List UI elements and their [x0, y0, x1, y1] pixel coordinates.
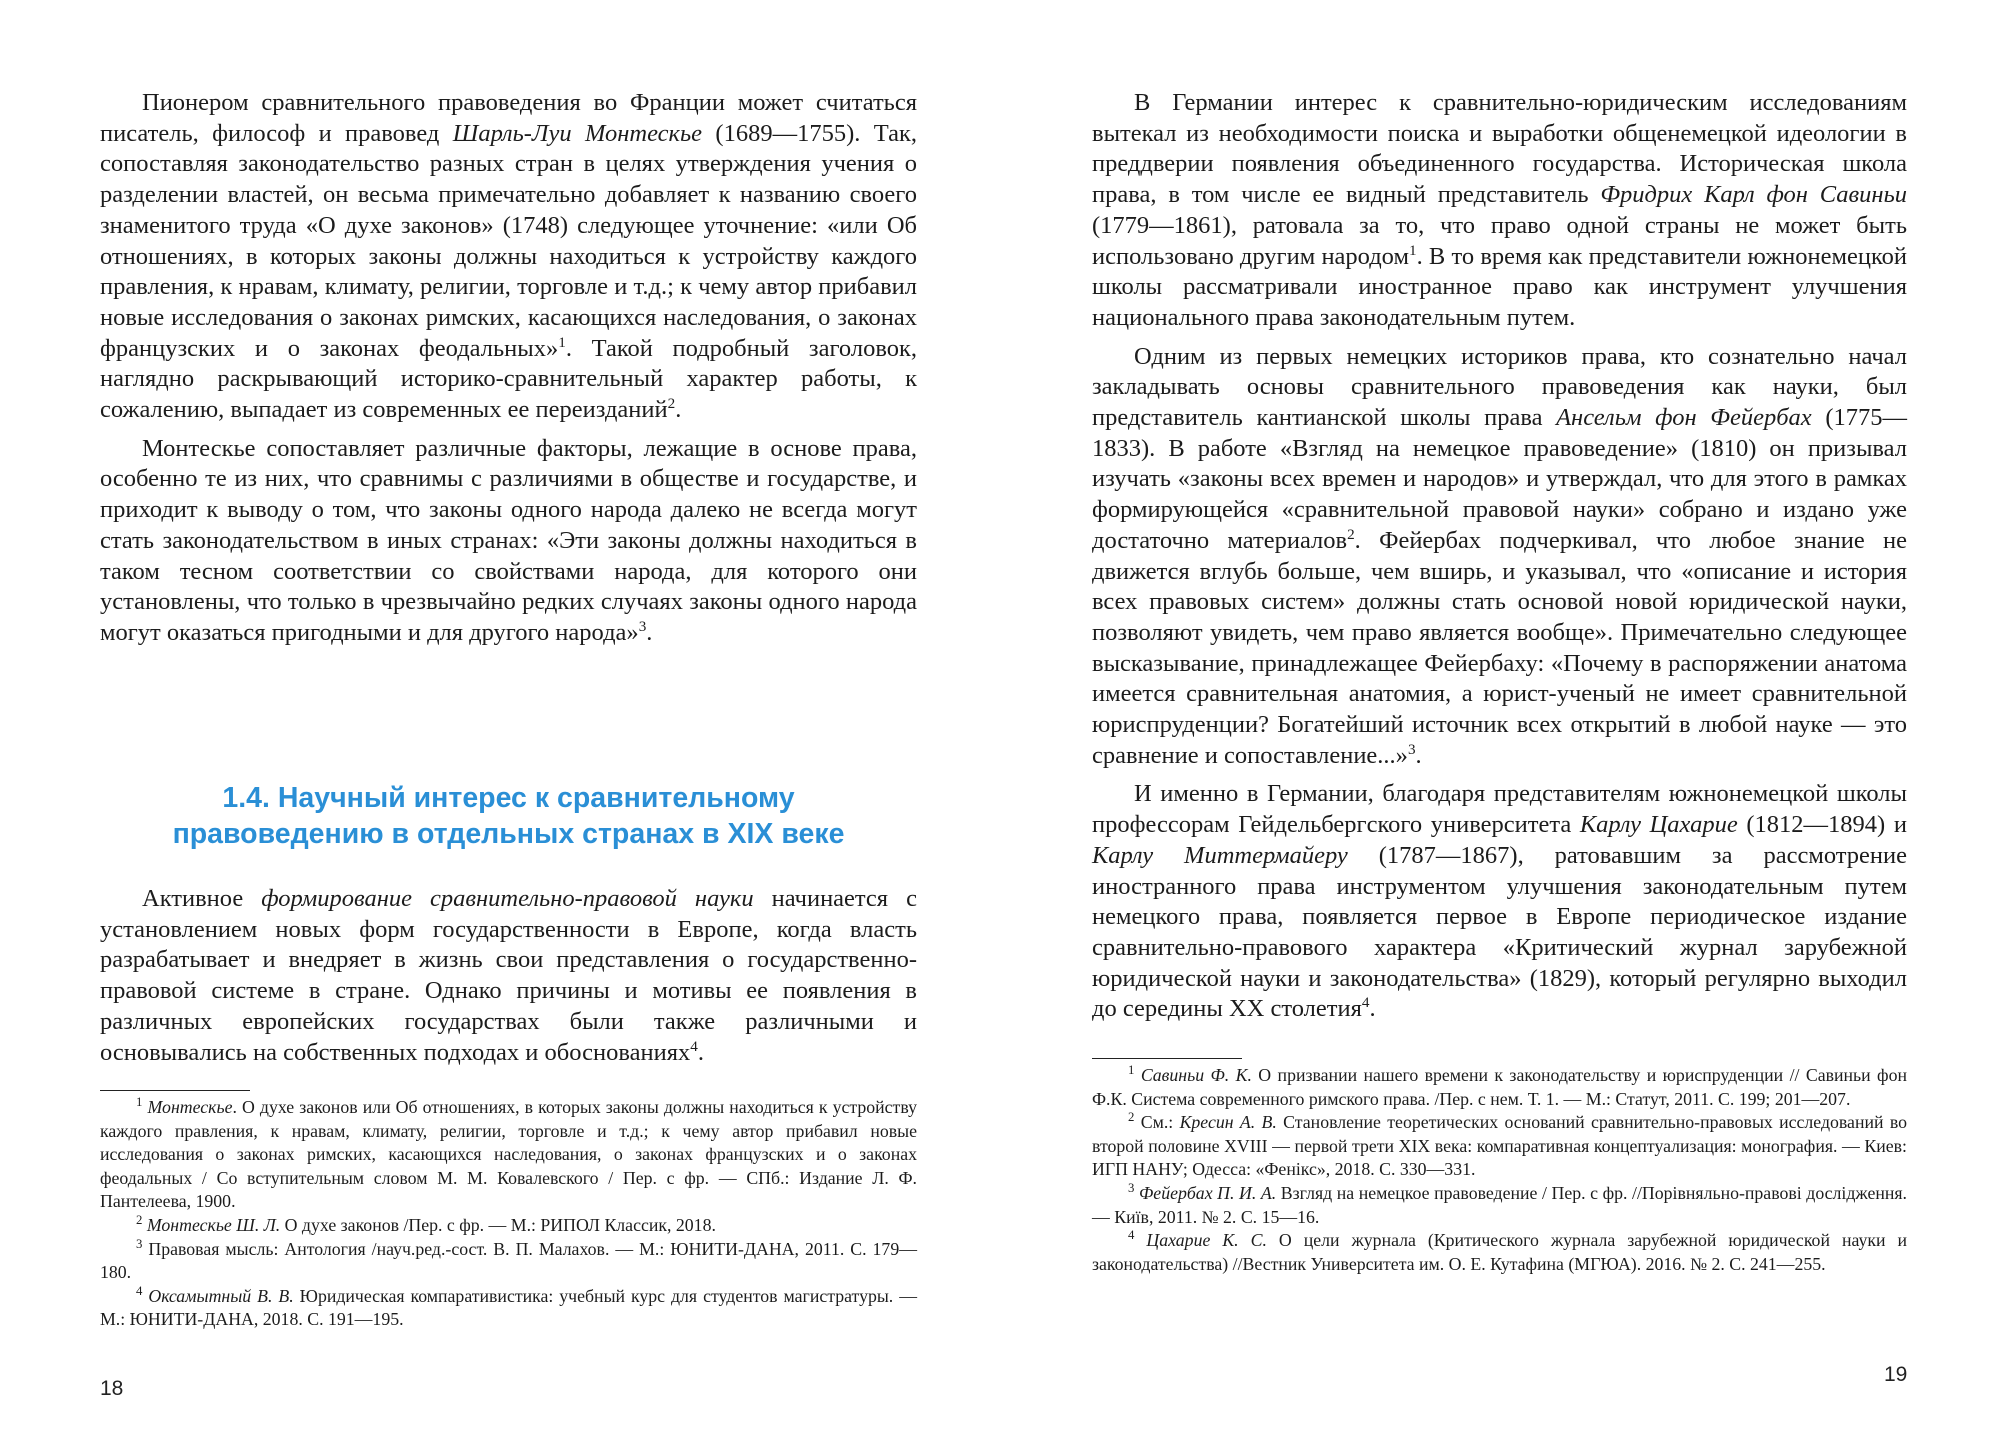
section-heading: [100, 780, 917, 852]
emphasis: формирование сравнительно-правовой науки: [261, 885, 754, 912]
footnote-ref: 1: [558, 333, 566, 351]
author-name: Шарль-Луи Монтескье: [452, 119, 703, 147]
right-paragraph-3: И именно в Германии, благодаря представителям южнонемецкой школы профессорам Гейдельбергского университета Карлу Цахарие (1812—1894) и Карлу Миттермайеру (1787—1867), ратовавшим за рассмотрение иностранного права инструментом улучшения законодательным путем немецкого права, появляется первое в Европе периодическое издание сравнительно-правового характера «Критический журнал зарубежной юридической науки и законодательства» (1829), который регулярно выходил до середины XX столетия$^4$.: [1092, 780, 1907, 1023]
footnote-1: $^1$ Савиньи Ф. К. О призвании нашего времени к законодательству и юриспруденции // Савиньи фон Ф.К. Система современного римского права. /Пер. с нем. Т. 1. — М.: Статут, 2011. С. 199; 201—207.: [1092, 1063, 1907, 1109]
author-name: Фридрих Карл фон Савиньи: [1600, 181, 1907, 209]
footnote-2: $^2$ См.: Кресин А. В. Становление теоретических оснований сравнительно-правовых исследований во второй половине XVIII — первой трети XIX века: компаративная концептуализация: монография. — Киев: ИГП НАНУ; Одесса: «Фенікс», 2018. С. 330—331.: [1092, 1110, 1907, 1180]
footnote-ref: 2: [667, 394, 676, 412]
footnote-divider: [1092, 1058, 1242, 1059]
page-number-right: 19: [1884, 1363, 1908, 1386]
footnote-4: $^4$ Оксамытный В. В. Юридическая компаративистика: учебный курс для студентов магистратуры. — М.: ЮНИТИ-ДАНА, 2018. С. 191—195.: [100, 1283, 917, 1330]
author-name: Ансельм фон Фейербах: [1556, 404, 1812, 432]
left-paragraph-3: Активное формирование сравнительно-правовой науки начинается с установлением новых форм государственности в Европе, когда власть разрабатывает и внедряет в жизнь свои представления о государственно-правовой системе в стране. Однако причины и мотивы ее появления в различных европейских государствах были также различными и основывались на собственных подходах и обоснованиях$^4$.: [100, 885, 917, 1066]
right-page: [1000, 0, 2000, 1451]
footnote-ref: 2: [1347, 525, 1355, 543]
left-paragraph-1: Пионером сравнительного правоведения во Франции может считаться писатель, философ и правовед Шарль-Луи Монтескье (1689—1755). Так, сопоставляя законодательство разных стран в целях утверждения учения о разделении властей, он весьма примечательно добавляет к названию своего знаменитого труда «О духе законов» (1748) следующее уточнение: «или Об отношениях, в которых законы должны находиться к устройству каждого правления, к нравам, климату, религии, торговле и т.д.; к чему автор прибавил новые исследования о законах римских, касающихся наследования, о законах французских и о законах феодальных»$^1$. Такой подробный заголовок, наглядно раскрывающий историко-сравнительный характер работы, к сожалению, выпадает из современных ее переизданий$^2$.: [100, 89, 917, 424]
section-heading-line-1: 1.4. Научный интерес к сравнительному: [222, 782, 795, 814]
footnote-1: $^1$ Монтескье. О духе законов или Об отношениях, в которых законы должны находиться к устройству каждого правления, к нравам, климату, религии, торговле и т.д.; к чему автор прибавил новые исследования о законах римских, касающихся наследования, о законах французских и о законах феодальных / Со вступительным словом М. М. Ковалевского / Пер. с фр. — СПб.: Издание Л. Ф. Пантелеева, 1900.: [100, 1095, 917, 1212]
author-name: Карлу Миттермайеру: [1092, 841, 1348, 869]
right-footnotes: [1092, 1064, 1907, 1276]
footnote-2: $^2$ Монтескье Ш. Л. О духе законов /Пер. с фр. — М.: РИПОЛ Классик, 2018.: [136, 1213, 716, 1235]
footnote-ref: 3: [638, 617, 647, 635]
footnote-3: $^3$ Фейербах П. И. А. Взгляд на немецкое правоведение / Пер. с фр. //Порівняльно-правові дослідження. — Київ, 2011. № 2. С. 15—16.: [1092, 1181, 1908, 1227]
page-number-left: 18: [100, 1377, 124, 1400]
footnote-3: $^3$ Правовая мысль: Антология /науч.ред.-сост. В. П. Малахов. — М.: ЮНИТИ-ДАНА, 2011. С. 179—180.: [100, 1236, 917, 1283]
left-paragraph-2: Монтескье сопоставляет различные факторы, лежащие в основе права, особенно те из них, что сравнимы с различиями в обществе и государстве, и приходит к выводу о том, что законы одного народа далеко не всегда могут стать законодательством в иных странах: «Эти законы должны находиться в таком тесном соответствии со свойствами народа, для которого они установлены, что только в чрезвычайно редких случаях законы одного народа могут оказаться пригодными и для другого народа»$^3$.: [100, 434, 917, 646]
footnote-ref: 4: [690, 1037, 698, 1055]
footnote-ref: 1: [1408, 241, 1417, 259]
footnote-ref: 3: [1407, 740, 1416, 758]
footnote-divider: [100, 1090, 250, 1091]
footnote-ref: 4: [1361, 994, 1370, 1012]
left-footnotes: [100, 1096, 917, 1332]
footnote-4: $^4$ Цахарие К. С. О цели журнала (Критического журнала зарубежной юридической науки и законодательства) //Вестник Университета им. О. Е. Кутафина (МГЮА). 2016. № 2. С. 241—255.: [1092, 1228, 1908, 1274]
author-name: Карлу Цахарие: [1579, 811, 1738, 839]
right-paragraph-1: В Германии интерес к сравнительно-юридическим исследованиям вытекал из необходимости поиска и выработки общенемецкой идеологии в преддверии появления объединенного государства. Историческая школа права, в том числе ее видный представитель Фридрих Карл фон Савиньи (1779—1861), ратовала за то, что право одной страны не может быть использовано другим народом$^1$. В то время как представители южнонемецкой школы рассматривали иностранное право как инструмент улучшения национального права законодательным путем.: [1092, 89, 1907, 331]
left-body-text: [100, 88, 917, 649]
right-paragraph-2: Одним из первых немецких историков права, кто сознательно начал закладывать основы сравнительного правоведения как науки, был представитель кантианской школы права Ансельм фон Фейербах (1775—1833). В работе «Взгляд на немецкое правоведение» (1810) он призывал изучать «законы всех времен и народов» и утверждал, что для этого в рамках формирующейся «сравнительной правовой науки» собрано и издано уже достаточно материалов$^2$. Фейербах подчеркивал, что любое знание не движется вглубь больше, чем вширь, и указывал, что «описание и история всех правовых систем» должны стать основой новой юридической науки, позволяют увидеть, чем право является вообще». Примечательно следующее высказывание, принадлежащее Фейербаху: «Почему в распоряжении анатома имеется сравнительная анатомия, а юрист-ученый не имеет сравнительной юриспруденции? Богатейший источник всех открытий в любой науке — это сравнение и сопоставление...»$^3$.: [1092, 342, 1907, 769]
section-heading-line-2: правоведению в отдельных странах в XIX веке: [172, 818, 845, 850]
left-body-text-2: [100, 884, 917, 1068]
right-body-text: [1092, 88, 1907, 1025]
